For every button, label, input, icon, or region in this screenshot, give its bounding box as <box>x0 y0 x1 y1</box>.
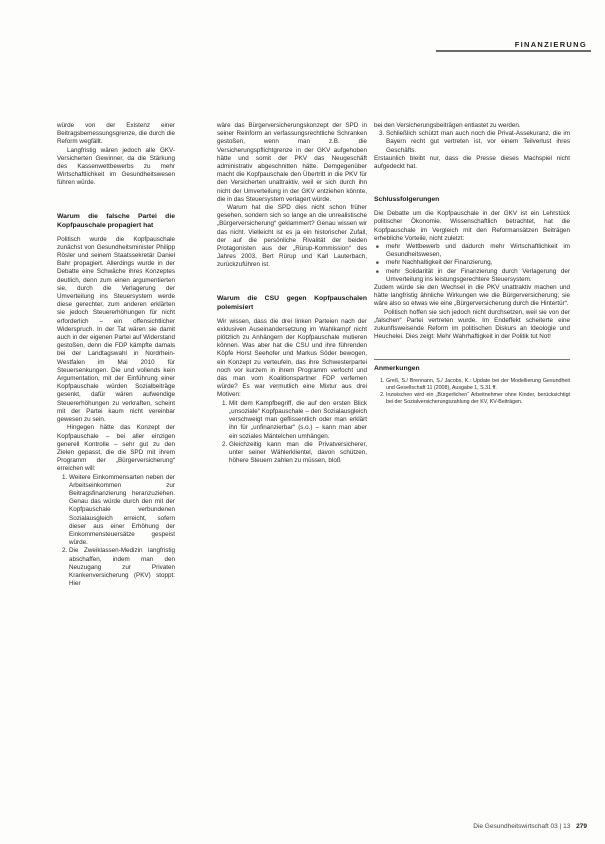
paragraph: bei den Versicherungsbeiträgen entlastet zu werden. <box>374 122 521 129</box>
paragraph: Warum hat die SPD dies nicht schon früher gesehen, sondern sich so lange an die unrealistische „Bürgerversicherung“ geklammert? Genau wissen wir das nicht. Vielleicht ist es ja ein historischer Zufall, der auf die persönliche Rivalität der beiden Protagonisten aus der „Rürup-Kommission“ des Jahres 2003, Bert Rürup und Karl Lauterbach, zurückzuführen ist. <box>217 204 367 269</box>
paragraph: Erstaunlich bleibt nur, dass die Presse dieses Machspiel nicht aufgedeckt hat. <box>374 154 570 171</box>
journal-name: Die Gesundheitswirtschaft 03 | 13 <box>473 823 571 830</box>
section-heading: Warum die falsche Partei die Kopfpauschale propagiert hat <box>57 212 175 229</box>
section-heading: Warum die CSU gegen Kopfpauschalen polemisiert <box>217 294 367 311</box>
bullet-item: ■ mehr Wettbewerb und dadurch mehr Wirtschaftlichkeit im Gesundheitswesen, <box>386 243 570 259</box>
section-title: FINANZIERUNG <box>514 40 587 49</box>
list-item: 2. Die Zweiklassen-Medizin langfristig abschaffen, indem man den Neuzugang zur Privaten Krankenversicherung (PKV) stoppt: Hier <box>69 547 175 588</box>
column-3 <box>374 122 570 406</box>
paragraph: würde von der Existenz einer Beitragsbemessungsgrenze, die durch die Reform wegfällt. <box>57 122 175 146</box>
bullet-list <box>374 243 570 284</box>
list-item: 1. Mit dem Kampfbegriff, die auf den ersten Blick „unsoziale“ Kopfpauschale – den Sozialausgleich verschweigt man geflissentlich oder man erklärt ihn für „unfinanzierbar“ (s.o.) – kann man aber ein soziales Mäntelchen umhängen. <box>229 400 367 441</box>
list-item: 2. Gleichzeitig kann man die Privatversicherer, unter seiner Wählerklientel, davon schützen, höhere Steuern zahlen zu müssen, bloß <box>229 441 367 466</box>
paragraph: Politisch wurde die Kopfpauschale zunächst von Gesundheitsminister Philipp Rösler und seinem Staatssekretär Daniel Bahr propagiert. Allerdings wurde in der Debatte eine Schwäche ihres Konzeptes deutlich, denn zum einen argumentierten sie, durch die Verlagerung der Umverteilung ins Steuersystem werde diese gerechter, zum anderen erklärten sie jedoch Steuererhöhungen für nicht erforderlich – ein offensichtlicher Widerspruch. In der Tat wären sie damit auch in der eigenen Partei auf Widerstand gestoßen, denn die FDP kämpfte damals bei der Landtagswahl in Nordrhein-Westfalen im Mai 2010 für Steuersenkungen. Die und vollends kein Argumentation, mit der Einführung einer Kopfpauschale würden Sozialbeiträge gesenkt, dafür wären aufwendige Steuererhöhungen zu verkraften, scheint mit der Partei kaum nicht vereinbar gewesen zu sein. <box>57 235 175 424</box>
page-number: 279 <box>576 823 587 830</box>
notes-box <box>374 359 570 406</box>
paragraph: Langfristig wären jedoch alle GKV-Versicherten Gewinner, da die Stärkung des Kassenwettbewerbs zu mehr Wirtschaftlichkeit im Gesundheitswesen führen würde. <box>57 146 175 187</box>
paragraph: Wir wissen, dass die drei linken Parteien nach der exklusiven Auseinandersetzung im Wahlkampf nicht plötzlich zu Anhängern der Kopfpauschale mutieren können. Was aber hat die CSU und ihre führenden Köpfe Horst Seehofer und Markus Söder bewogen, ein Konzept zu verteufeln, das ihre Schwesterpartei noch vor kurzem in ihrem Programm verfocht und das man vom Koalitionspartner FDP verfemen würde? Es war vermutlich eine Mixtur aus drei Motiven: <box>217 317 367 399</box>
numbered-list <box>57 474 175 589</box>
column-2 <box>217 122 367 465</box>
note-item: 2. Inzwischen wird ein „Bürgerlichen“ Arbeitnehmer ohne Kinder, berücksichtigt bei der Sozialversicherungszahlung der KV, KV-Beiträgen. <box>386 392 570 406</box>
numbered-list <box>217 400 367 466</box>
paragraph: Zudem würde sie den Wechsel in die PKV unattraktiv machen und hätte langfristig ähnliche Wirkungen wie die Bürgerversicherung; sie wäre also so etwas wie eine „Bürgerversicherung durch die Hintertür“. <box>374 284 570 308</box>
list-item: 1. Weitere Einkommensarten neben der Arbeitseinkommen zur Beitragsfinanzierung heranzuziehen. Genau das würde durch den mit der Kopfpauschale verbundenen Sozialausgleich erreicht, sofern dieser aus einer Erhöhung der Einkommensteuersätze gespeist würde. <box>69 474 175 548</box>
paragraph: Die Debatte um die Kopfpauschale in der GKV ist ein Lehrstück politischer Ökonomie. Wissenschaftlich betrachtet, hat die Kopfpauschale im Vergleich mit den Reformansätzen Beiträgen erhebliche Vorteile, nicht zuletzt: <box>374 210 570 242</box>
paragraph: Politisch hoffen sie sich jedoch nicht durchsetzen, weil sie von der „falschen“ Partei vertreten wurde. Im Endeffekt scheiterte eine zukunftsweisende Reform im politischen Diskurs an Ideologie und Heuchelei. Dies zeigt: Mehr Wahrhaftigkeit in der Politik tut Not! <box>374 308 570 341</box>
column-1 <box>57 122 175 588</box>
notes-list <box>374 378 570 406</box>
bullet-item: ■ mehr Nachhaltigkeit der Finanzierung, <box>386 259 570 267</box>
page-footer <box>473 823 587 830</box>
note-item: 1. Greß, S./ Brennann, S./ Jacobs, K.: Update bei der Modellierung Gesundheit und Gesellschaft 11 (2008), Ausgabe 1, S.31 ff. <box>386 378 570 392</box>
bullet-item: ■ mehr Solidarität in der Finanzierung durch Verlagerung der Umverteilung ins leistungsgerechtere Steuersystem. <box>386 268 570 284</box>
paragraph: Hingegen hätte das Konzept der Kopfpauschale – bei aller einzigen generell Kontrolle – sehr gut zu den Zielen gepasst, die die SPD mit ihrem Programm der „Bürgerversicherung“ erreichen will: <box>57 424 175 473</box>
notes-heading: Anmerkungen <box>374 365 420 373</box>
paragraph: wäre das Bürgerversicherungskonzept der SPD in seiner Reinform an verfassungsrechtliche Schranken gestoßen, wenn man z.B. die Versicherungspflichtgrenze in der GKV aufgehoben hätte und somit der PKV das Neugeschäft administrativ abgeschnitten hätte. Demgegenüber macht die Kopfpauschale den Übertritt in die PKV für den Versicherten unattraktiv, weil er sich durch ihn nicht der Umverteilung in der GKV entziehen könnte, die in das Steuersystem verlagert würde. <box>217 122 367 203</box>
numbered-list <box>374 130 570 155</box>
list-item: 3. Schließlich schützt man auch noch die Privat-Assekuranz, die im Bayern recht gut vertreten ist, vor einem Teilverlust ihres Geschäfts. <box>386 130 570 155</box>
section-heading: Schlussfolgerungen <box>374 196 440 204</box>
header-rule <box>436 50 591 52</box>
page-header <box>0 0 605 60</box>
